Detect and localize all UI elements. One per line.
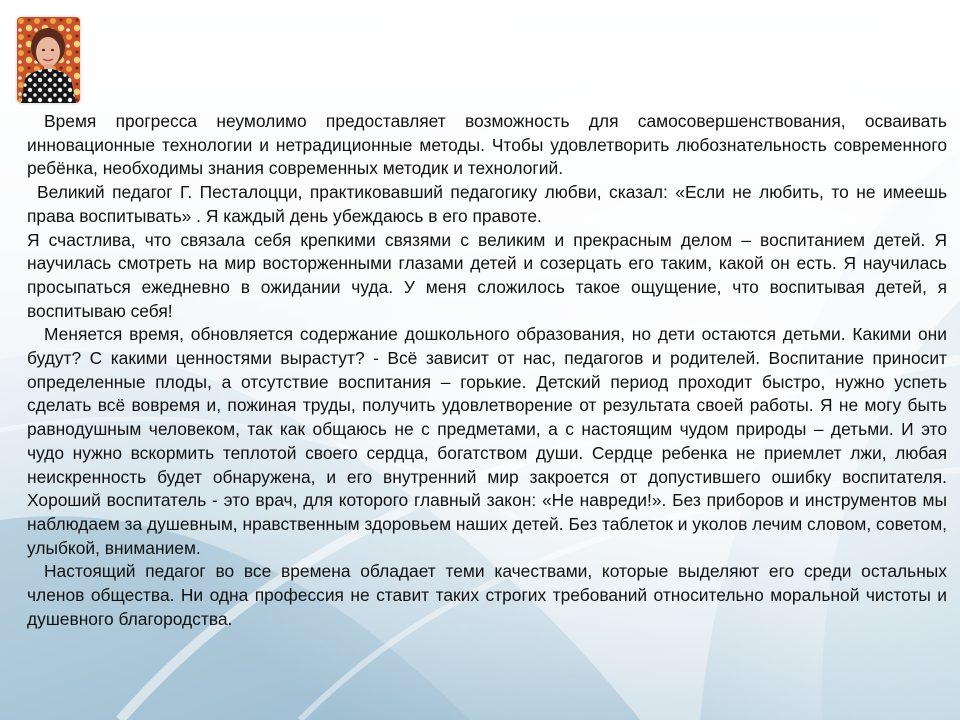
paragraph-3: Я счастлива, что связала себя крепкими связями с великим и прекрасным делом – воспитанием детей. Я научилась смотреть на мир восторженными глазами детей и созерцать его таким, какой он есть. Я научилась просыпаться ежедневно в ожидании чуда. У меня сложилось такое ощущение, что воспитывая детей, я воспитываю себя! xyxy=(27,229,947,321)
article-text xyxy=(27,110,947,631)
paragraph-4: Меняется время, обновляется содержание дошкольного образования, но дети остаются детьми. Какими они будут? С какими ценностями вырастут? - Всё зависит от нас, педагогов и родителей. Воспитание приносит определенные плоды, а отсутствие воспитания – горькие. Детский период проходит быстро, нужно успеть сделать всё вовремя и, пожиная труды, получить удовлетворение от результата своей работы. Я не могу быть равнодушным человеком, так как общаюсь не с предметами, а с настоящим чудом природы – детьми. И это чудо нужно вскормить теплотой своего сердца, богатством души. Сердце ребенка не приемлет лжи, любая неискренность будет обнаружена, и его внутренний мир закроется от допустившего ошибку воспитателя. Хороший воспитатель - это врач, для которого главный закон: «Не навреди!». Без приборов и инструментов мы наблюдаем за душевным, нравственным здоровьем наших детей. Без таблеток и уколов лечим словом, советом, улыбкой, вниманием. xyxy=(27,324,947,558)
paragraph-1: Время прогресса неумолимо предоставляет возможность для самосовершенствования, осваивать инновационные технологии и нетрадиционные методы. Чтобы удовлетворить любознательность современного ребёнка, необходимы знания современных методик и технологий. xyxy=(27,111,947,179)
paragraph-2: Великий педагог Г. Песталоцци, практиковавший педагогику любви, сказал: «Если не любить, то не имеешь права воспитывать» . Я каждый день убеждаюсь в его правоте. xyxy=(27,182,947,226)
teacher-portrait-icon xyxy=(17,17,80,103)
paragraph-5: Настоящий педагог во все времена обладает теми качествами, которые выделяют его среди остальных членов общества. Ни одна профессия не ставит таких строгих требований относительно моральной чистоты и душевного благородства. xyxy=(27,561,947,629)
